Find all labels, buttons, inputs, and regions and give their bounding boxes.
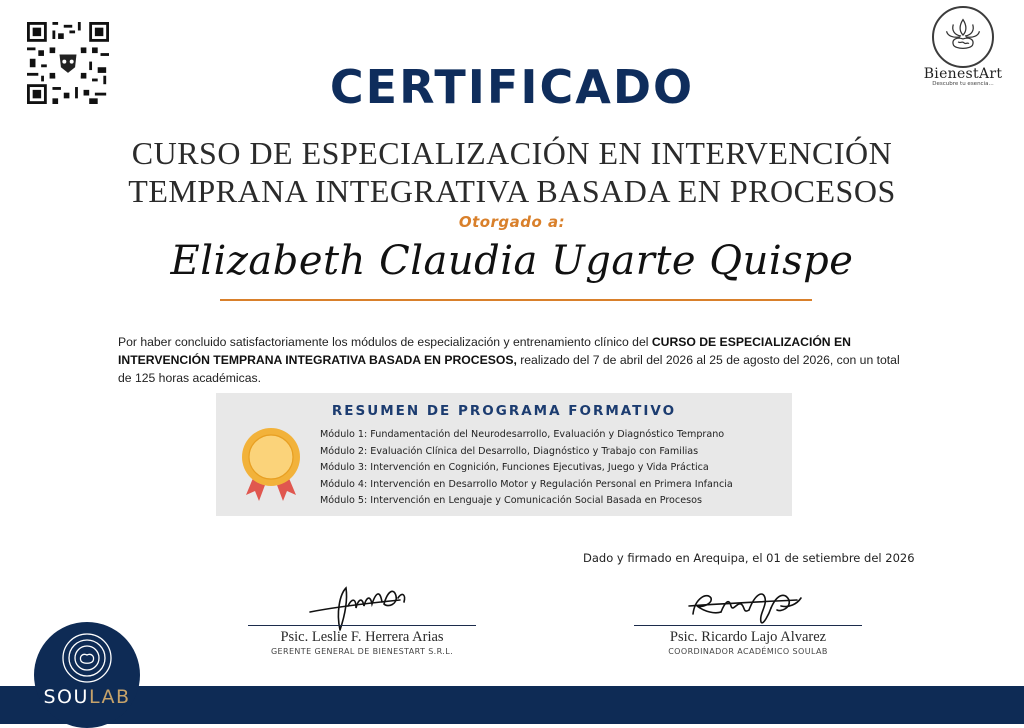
soulab-wordmark xyxy=(34,686,140,708)
signer-role: GERENTE GENERAL DE BIENESTART S.R.L. xyxy=(270,647,454,656)
soulab-logo xyxy=(34,622,140,728)
bienestart-tagline: Descubre tu esencia... xyxy=(932,81,994,87)
name-underline xyxy=(220,299,812,301)
footer-bar xyxy=(0,686,1024,724)
bienestart-brand: BienestArt xyxy=(923,66,1003,82)
signature-line xyxy=(248,625,476,626)
signature-block-left xyxy=(248,625,476,656)
lotus-brain-icon xyxy=(932,6,994,68)
certificate-title: CERTIFICADO xyxy=(329,60,695,114)
module-item: Módulo 4: Intervención en Desarrollo Motor y Regulación Personal en Primera Infancia xyxy=(320,478,733,490)
module-item: Módulo 1: Fundamentación del Neurodesarrollo, Evaluación y Diagnóstico Temprano xyxy=(320,429,725,440)
course-title xyxy=(60,134,964,210)
recipient-name: Elizabeth Claudia Ugarte Quispe xyxy=(170,238,854,284)
module-list xyxy=(320,427,780,510)
soulab-emblem-icon xyxy=(61,632,113,684)
signature-block-right xyxy=(634,625,862,656)
module-item: Módulo 5: Intervención en Lenguaje y Comunicación Social Basada en Procesos xyxy=(320,495,702,506)
signer-name: Psic. Leslie F. Herrera Arias xyxy=(280,629,444,645)
soulab-text-b: LAB xyxy=(88,686,131,708)
signature-line xyxy=(634,625,862,626)
body-course-bold: CURSO DE ESPECIALIZACIÓN EN INTERVENCIÓN TEMPRANA INTEGRATIVA BASADA EN PROCESOS, xyxy=(118,335,851,367)
award-medal-icon xyxy=(236,427,306,503)
awarded-label: Otorgado a: xyxy=(458,213,566,231)
course-title-line1: CURSO DE ESPECIALIZACIÓN EN INTERVENCIÓN xyxy=(131,135,893,171)
program-summary-box xyxy=(216,393,792,516)
soulab-text-a: SOU xyxy=(43,686,89,708)
module-item: Módulo 3: Intervención en Cognición, Funciones Ejecutivas, Juego y Vida Práctica xyxy=(320,462,709,473)
certificate-body xyxy=(118,333,910,387)
signer-role: COORDINADOR ACADÉMICO SOULAB xyxy=(668,647,828,656)
summary-heading: RESUMEN DE PROGRAMA FORMATIVO xyxy=(331,403,677,419)
course-title-line2: TEMPRANA INTEGRATIVA BASADA EN PROCESOS xyxy=(128,173,896,209)
signer-name: Psic. Ricardo Lajo Alvarez xyxy=(669,629,827,645)
module-item: Módulo 2: Evaluación Clínica del Desarrollo, Diagnóstico y Trabajo con Familias xyxy=(320,445,699,457)
body-intro: Por haber concluido satisfactoriamente los módulos de especialización y entrenamiento clínico del xyxy=(118,335,652,349)
body-details: realizado del 7 de abril del 2026 al 25 de agosto del 2026, con un total de 125 horas académicas. xyxy=(118,353,900,385)
signed-place-date: Dado y firmado en Arequipa, el 01 de setiembre del 2026 xyxy=(583,551,915,565)
signature-right xyxy=(685,584,805,628)
